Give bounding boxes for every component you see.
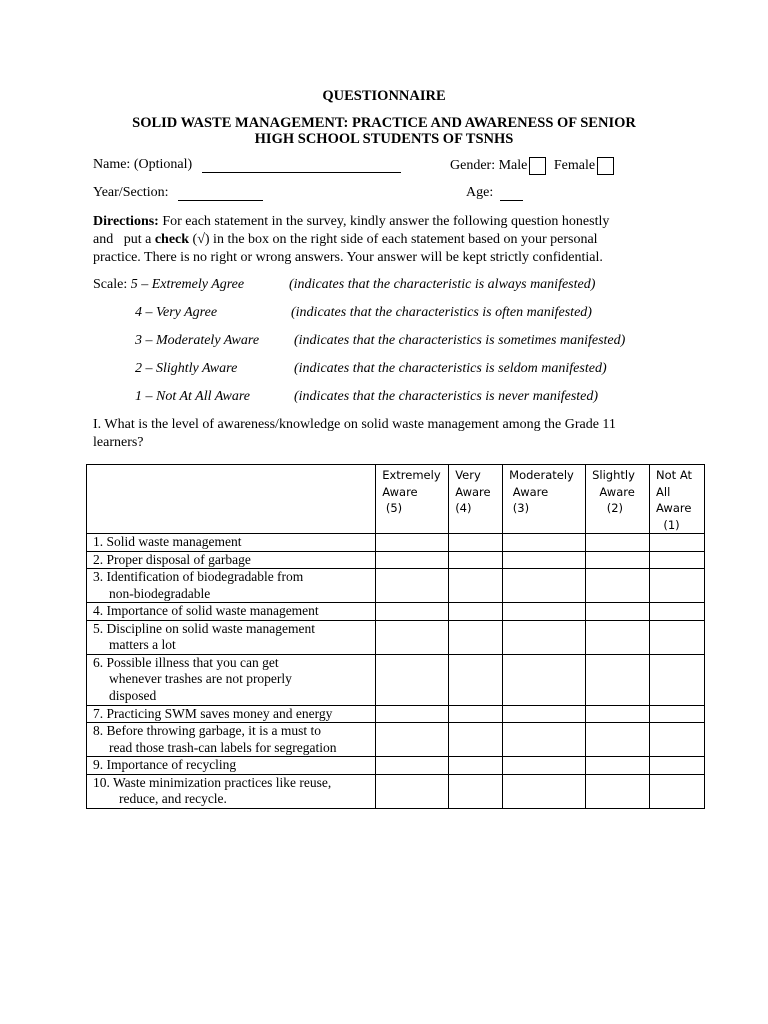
scale-desc-5 [289,277,595,293]
scale-row-1 [135,389,250,405]
answer-cell[interactable] [586,603,650,621]
answer-cell[interactable] [449,551,503,569]
statement-line: 6. Possible illness that you can get [93,654,279,670]
statement-line: 4. Importance of solid waste management [93,603,319,618]
answer-cell[interactable] [586,723,650,757]
table-row [87,551,705,569]
female-label: Female [553,158,596,174]
header-slightly-aware: Slightly Aware (2) [586,465,650,534]
gender-field [450,157,614,175]
answer-cell[interactable] [650,757,705,775]
gender-label: Gender: Male [450,158,528,174]
answer-cell[interactable] [586,774,650,808]
statement-cell [87,757,376,775]
awareness-table [86,464,705,809]
scale-row-3 [135,333,259,349]
table-row [87,603,705,621]
age-line[interactable] [500,186,523,201]
answer-cell[interactable] [449,705,503,723]
scale-level: 2 – Slightly Aware [135,361,238,376]
answer-cell[interactable] [376,705,449,723]
page-subtitle-line2: HIGH SCHOOL STUDENTS OF TSNHS [254,131,514,147]
scale-desc: (indicates that the characteristics is never manifested) [294,389,599,404]
answer-cell[interactable] [650,705,705,723]
answer-cell[interactable] [503,551,586,569]
answer-cell[interactable] [586,620,650,654]
answer-cell[interactable] [503,603,586,621]
statement-line: read those trash-can labels for segregation [109,739,337,755]
directions-text1: For each statement in the survey, kindly answer the following question honestly [158,214,610,229]
table-header-row [87,465,705,534]
statement-line: whenever trashes are not properly [109,671,292,686]
scale-desc-1 [294,389,598,405]
directions-check-word: check [154,232,190,247]
answer-cell[interactable] [650,620,705,654]
scale-label: Scale: [93,277,131,292]
age-label: Age: [466,185,494,200]
table-row [87,620,705,654]
answer-cell[interactable] [503,569,586,603]
statement-cell [87,705,376,723]
page-subtitle-line1: SOLID WASTE MANAGEMENT: PRACTICE AND AWARENESS OF SENIOR [132,115,636,131]
statement-line: 2. Proper disposal of garbage [93,551,251,567]
scale-level: 5 – Extremely Agree [130,277,245,292]
answer-cell[interactable] [376,551,449,569]
name-label: Name: (Optional) [93,157,193,172]
answer-cell[interactable] [586,569,650,603]
statement-cell [87,569,376,603]
statement-cell [87,534,376,552]
answer-cell[interactable] [503,705,586,723]
directions-text3: practice. There is no right or wrong answers. Your answer will be kept strictly confidential. [93,250,603,265]
question-line2: learners? [93,435,144,450]
scale-level: 3 – Moderately Aware [135,333,260,348]
statement-line: disposed [109,687,157,703]
header-very-aware: Very Aware (4) [449,465,503,534]
answer-cell[interactable] [586,654,650,705]
year-line[interactable] [178,186,263,201]
scale-level: 1 – Not At All Aware [135,389,251,404]
statement-line: 10. Waste minimization practices like reuse, [93,774,332,790]
scale-desc: (indicates that the characteristics is sometimes manifested) [294,333,626,348]
statement-line: 3. Identification of biodegradable from [93,569,304,584]
scale-desc-4 [291,305,592,321]
table-row [87,705,705,723]
answer-cell[interactable] [650,551,705,569]
year-label: Year/Section: [93,185,169,200]
answer-cell[interactable] [449,534,503,552]
table-header-blank [87,465,376,534]
answer-cell[interactable] [376,569,449,603]
directions-label: Directions: [93,214,159,229]
answer-cell[interactable] [376,603,449,621]
statement-line: 8. Before throwing garbage, it is a must to [93,723,321,738]
answer-cell[interactable] [586,534,650,552]
statement-line: 5. Discipline on solid waste management [93,620,315,636]
name-field [93,157,401,173]
page-title: QUESTIONNAIRE [322,88,446,104]
year-field [93,185,263,201]
table-row [87,654,705,705]
answer-cell[interactable] [449,620,503,654]
answer-cell[interactable] [449,723,503,757]
answer-cell[interactable] [503,620,586,654]
answer-cell[interactable] [650,569,705,603]
answer-cell[interactable] [449,774,503,808]
statement-line: reduce, and recycle. [119,791,227,806]
scale-desc: (indicates that the characteristics is often manifested) [291,305,592,320]
answer-cell[interactable] [503,723,586,757]
answer-cell[interactable] [650,723,705,757]
age-field [466,185,523,201]
question-text [93,416,693,452]
directions [93,213,673,267]
answer-cell[interactable] [503,534,586,552]
answer-cell[interactable] [449,569,503,603]
directions-text2b: (√) in the box on the right side of each statement based on your personal [189,232,598,247]
statement-cell [87,603,376,621]
header-extremely-aware: Extremely Aware (5) [376,465,449,534]
table-row [87,569,705,603]
answer-cell[interactable] [586,705,650,723]
answer-cell[interactable] [376,723,449,757]
answer-cell[interactable] [586,757,650,775]
scale-desc-2 [294,361,607,377]
female-checkbox[interactable] [597,157,614,175]
header-not-at-all-aware: Not At All Aware (1) [650,465,705,534]
scale-desc: (indicates that the characteristic is always manifested) [289,277,596,292]
name-line[interactable] [202,158,401,173]
statement-line: 9. Importance of recycling [93,757,237,772]
answer-cell[interactable] [503,757,586,775]
answer-cell[interactable] [376,757,449,775]
scale-row-5 [93,277,244,293]
statement-cell [87,774,376,808]
answer-cell[interactable] [586,551,650,569]
answer-cell[interactable] [503,774,586,808]
scale-desc-3 [294,333,625,349]
scale-row-2 [135,361,237,377]
answer-cell[interactable] [650,654,705,705]
statement-line: non-biodegradable [109,585,211,601]
statement-cell [87,723,376,757]
directions-text2a: and put a [93,232,155,247]
table-row [87,723,705,757]
statement-line: 1. Solid waste management [93,534,242,549]
answer-cell[interactable] [449,654,503,705]
table-row [87,757,705,775]
statement-line: matters a lot [109,637,176,652]
answer-cell[interactable] [650,774,705,808]
statement-cell [87,620,376,654]
statement-cell [87,654,376,705]
question-line1: I. What is the level of awareness/knowledge on solid waste management among the Grade 11 [93,417,616,432]
answer-cell[interactable] [376,774,449,808]
answer-cell[interactable] [503,654,586,705]
male-checkbox[interactable] [529,157,546,175]
answer-cell[interactable] [376,654,449,705]
scale-level: 4 – Very Agree [135,305,218,320]
answer-cell[interactable] [376,534,449,552]
scale-desc: (indicates that the characteristics is seldom manifested) [294,361,607,376]
answer-cell[interactable] [449,603,503,621]
answer-cell[interactable] [449,757,503,775]
answer-cell[interactable] [650,603,705,621]
statement-line: 7. Practicing SWM saves money and energy [93,705,333,721]
answer-cell[interactable] [376,620,449,654]
header-moderately-aware: Moderately Aware (3) [503,465,586,534]
table-row [87,774,705,808]
statement-cell [87,551,376,569]
scale-row-4 [135,305,217,321]
table-row [87,534,705,552]
answer-cell[interactable] [650,534,705,552]
